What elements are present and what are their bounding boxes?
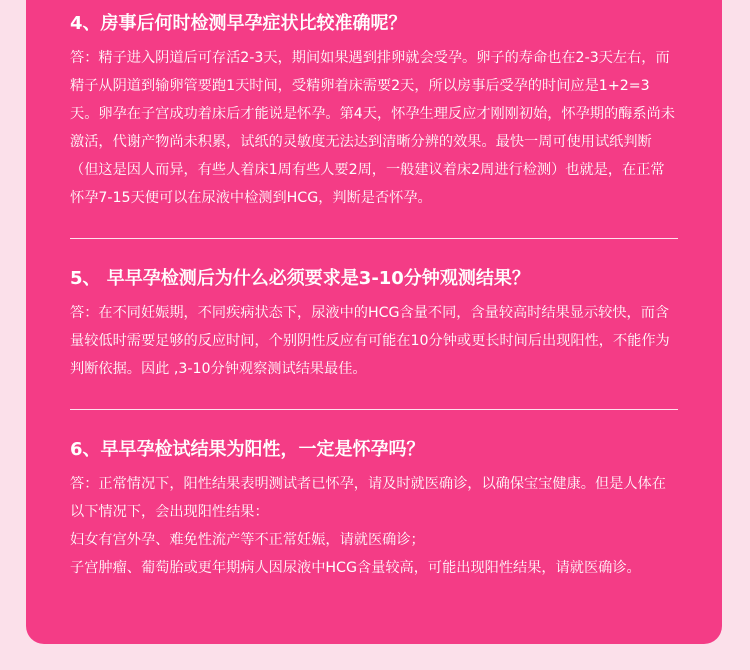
- question-title: 6、早早孕检试结果为阳性，一定是怀孕吗？: [70, 439, 425, 460]
- question-title: 5、 早早孕检测后为什么必须要求是3-10分钟观测结果？: [70, 268, 530, 289]
- answer-paragraph: 答：正常情况下，阳性结果表明测试者已怀孕，请及时就医确诊，以确保宝宝健康。但是人体在以下情况下，会出现阳性结果：: [70, 476, 666, 520]
- answer-body: [70, 44, 678, 212]
- faq-section-6: [70, 436, 678, 582]
- answer-paragraph: 答：在不同妊娠期，不同疾病状态下，尿液中的HCG含量不同，含量较高时结果显示较快，而含量较低时需要足够的反应时间，个别阴性反应有可能在10分钟或更长时间后出现阳性，不能作为判断依据。因此 ,3-10分钟观察测试结果最佳。: [70, 305, 670, 377]
- faq-section-5: [70, 265, 678, 383]
- faq-section-4: [70, 10, 678, 212]
- answer-paragraph: 答：精子进入阴道后可存活2-3天，期间如果遇到排卵就会受孕。卵子的寿命也在2-3天左右，而精子从阴道到输卵管要跑1天时间，受精卵着床需要2天，所以房事后受孕的时间应是1+2=3天。卵孕在子宫成功着床后才能说是怀孕。第4天，怀孕生理反应才刚刚初始，怀孕期的酶系尚未激活，代谢产物尚未积累，试纸的灵敏度无法达到清晰分辨的效果。最快一周可使用试纸判断（但这是因人而异，有些人着床1周有些人要2周，一般建议着床2周进行检测）也就是，在正常怀孕7-15天便可以在尿液中检测到HCG，判断是否怀孕。: [70, 50, 675, 206]
- question-title: 4、房事后何时检测早孕症状比较准确呢？: [70, 13, 407, 34]
- answer-paragraph: 子宫肿瘤、葡萄胎或更年期病人因尿液中HCG含量较高，可能出现阳性结果，请就医确诊。: [70, 560, 641, 576]
- content-card: [26, 0, 722, 644]
- section-divider: [70, 238, 678, 239]
- answer-body: [70, 299, 678, 383]
- answer-paragraph: 妇女有宫外孕、难免性流产等不正常妊娠，请就医确诊；: [70, 532, 425, 548]
- section-divider: [70, 409, 678, 410]
- answer-body: [70, 470, 678, 582]
